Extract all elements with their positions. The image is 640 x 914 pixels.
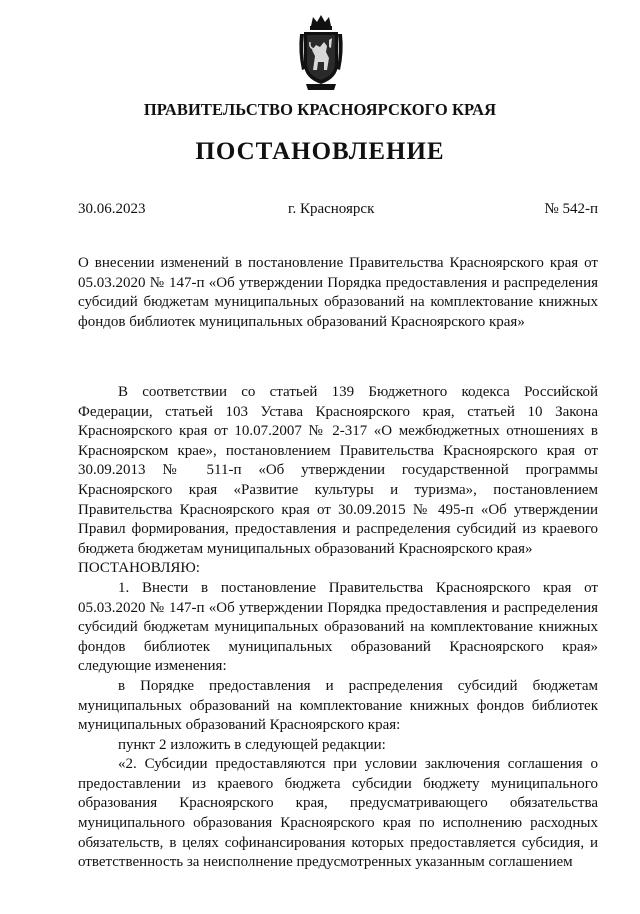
- document-subject: О внесении изменений в постановление Правительства Красноярского края от 05.03.2020 № 147-п «Об утверждении Порядка предоставления и распределения субсидий бюджетам муниципальных образований на комплектование книжных фондов библиотек муниципальных образований Красноярского края»: [78, 255, 598, 330]
- item-1-sub-paragraph: в Порядке предоставления и распределения субсидий бюджетам муниципальных образований на комплектование книжных фондов библиотек муниципальных образований Красноярского края:: [78, 677, 598, 734]
- document-meta-row: [78, 201, 598, 221]
- item-1-paragraph: 1. Внести в постановление Правительства Красноярского края от 05.03.2020 № 147-п «Об утверждении Порядка предоставления и распределения субсидий бюджетам муниципальных образований на комплектование книжных фондов библиотек муниципальных образований Красноярского края» следующие изменения:: [78, 579, 598, 675]
- point-2-intro: пункт 2 изложить в следующей редакции:: [118, 736, 386, 753]
- preamble-paragraph: В соответствии со статьей 139 Бюджетного кодекса Российской Федерации, статьей 103 Устава Красноярского края, статьей 10 Закона Красноярского края от 10.07.2007 № 2-317 «О межбюджетных отношениях в Красноярском крае», постановлением Правительства Красноярского края от 30.09.2013 № 511-п «Об утверждении государственной программы Красноярского края «Развитие культуры и туризма», постановлением Правительства Красноярского края от 30.09.2015 № 495-п «Об утверждении Правил формирования, предоставления и распределения субсидий из краевого бюджета бюджетам муниципальных образований Красноярского края»: [78, 384, 598, 557]
- document-body: [78, 383, 598, 873]
- document-date: 30.06.2023: [78, 201, 146, 217]
- government-name: ПРАВИТЕЛЬСТВО КРАСНОЯРСКОГО КРАЯ: [143, 100, 497, 119]
- document-number: № 542-п: [544, 201, 598, 217]
- document-type-title: ПОСТАНОВЛЕНИЕ: [195, 138, 445, 165]
- point-2-text: «2. Субсидии предоставляются при условии заключения соглашения о предоставлении из краевого бюджета субсидии бюджету муниципального образования Красноярского края, предусматривающего обязательства муниципального образования Красноярского края по исполнению расходных обязательств, в целях софинансирования которых предоставляется субсидия, и ответственность за неисполнение предусмотренных указанным соглашением: [78, 756, 598, 871]
- coat-of-arms-icon: [296, 12, 346, 92]
- document-city: г. Красноярск: [288, 201, 375, 217]
- resolve-keyword: ПОСТАНОВЛЯЮ:: [78, 560, 200, 577]
